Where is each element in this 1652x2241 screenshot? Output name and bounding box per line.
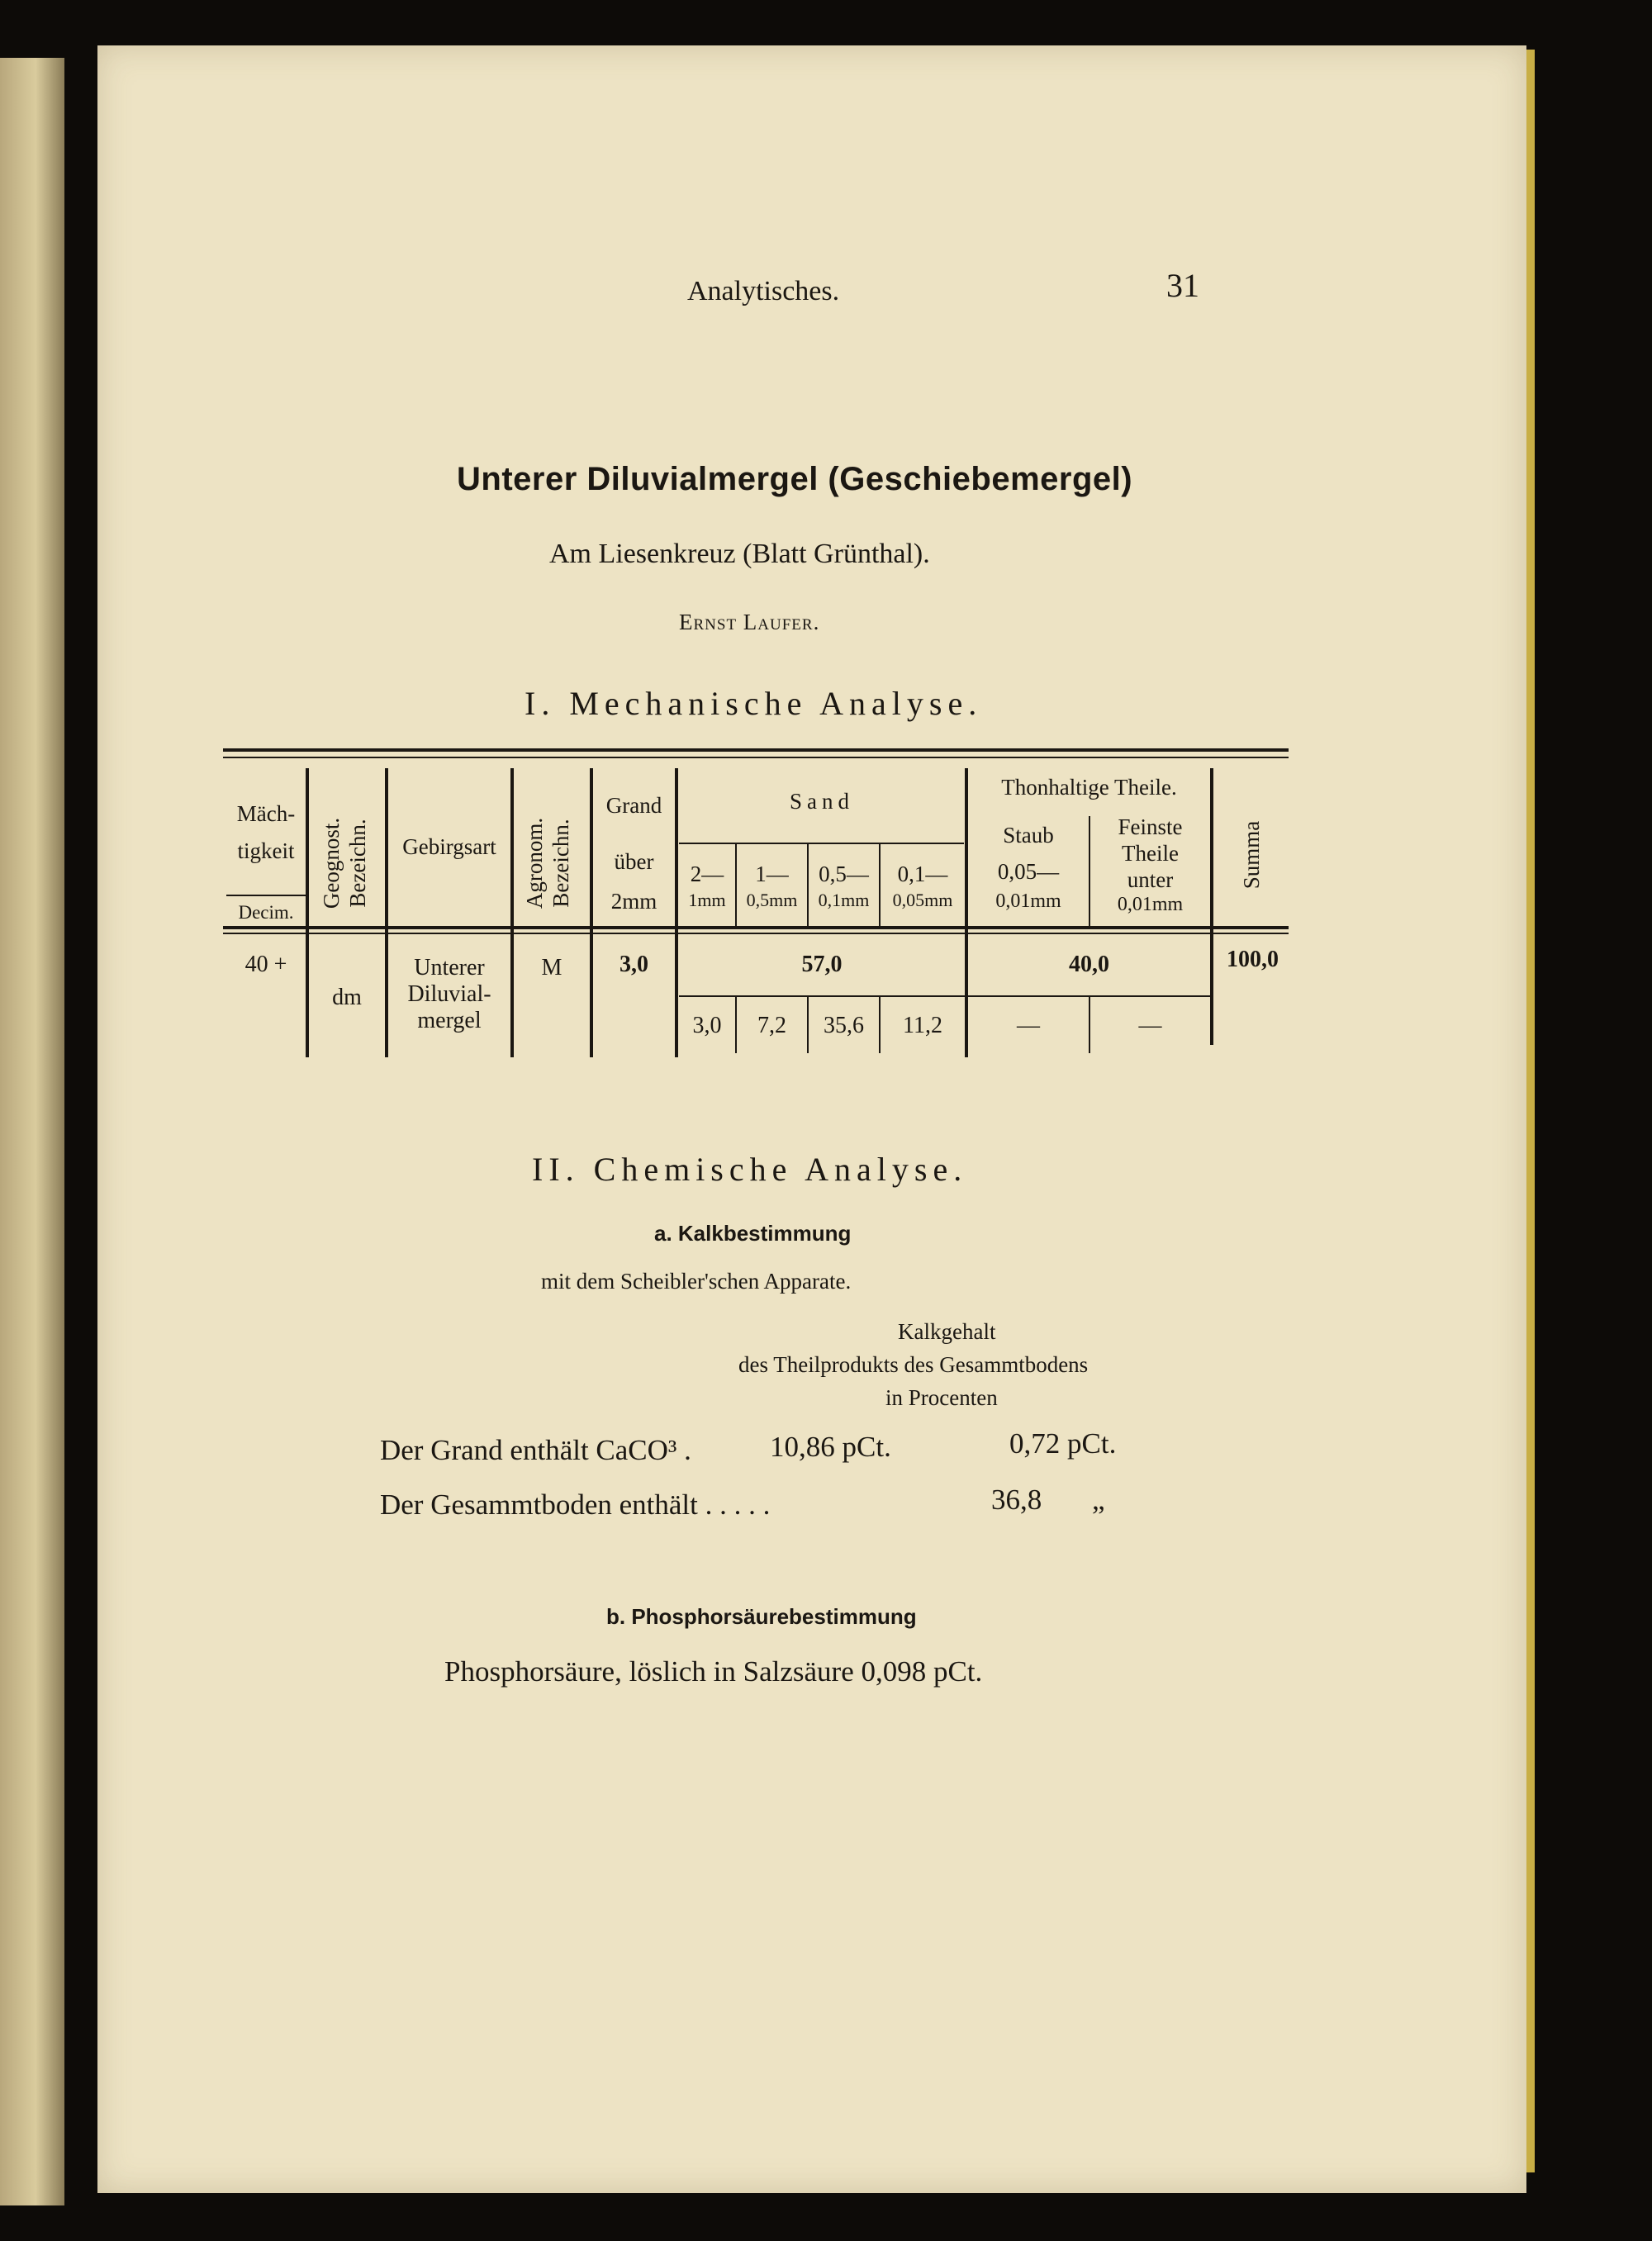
grand-line-gesammtboden: 0,72 pCt.	[1009, 1427, 1117, 1460]
header-grand-3: 2mm	[610, 889, 657, 914]
cell-gebirgsart-2: Diluvial-	[407, 981, 491, 1007]
col-divider	[510, 768, 514, 1057]
col-divider	[306, 768, 309, 1057]
header-grand-1: Grand	[605, 793, 662, 818]
mechanical-analysis-heading: I. Mechanische Analyse.	[525, 685, 983, 722]
section-location: Am Liesenkreuz (Blatt Grünthal).	[549, 539, 930, 569]
page-gilt-edge	[1526, 50, 1535, 2172]
table-header-rule-2	[223, 933, 1289, 934]
cell-maechtigkeit: 40 +	[244, 952, 287, 977]
section-author: Ernst Laufer.	[679, 610, 820, 634]
header-gebirgsart: Gebirgsart	[402, 834, 496, 859]
header-sand-3b: 0,1mm	[818, 890, 870, 910]
chemical-analysis-heading: II. Chemische Analyse.	[532, 1151, 968, 1188]
header-staub-3: 0,01mm	[995, 890, 1061, 912]
header-geognost: Geognost. Bezeichn.	[319, 817, 370, 909]
grand-line-label: Der Grand enthält CaCO³ .	[380, 1434, 691, 1466]
header-feinste-2: Theile	[1122, 841, 1179, 866]
phosphor-subheading: b. Phosphorsäurebestimmung	[606, 1604, 917, 1629]
table-top-rule	[223, 748, 1289, 752]
gesammtboden-line-label: Der Gesammtboden enthält . . . . .	[380, 1488, 771, 1521]
book-page	[97, 45, 1526, 2193]
row-sub-rule	[679, 995, 1210, 997]
header-agronom: Agronom. Bezeichn.	[522, 817, 573, 909]
cell-agronom: M	[541, 955, 563, 980]
sand-sub-rule	[679, 843, 964, 844]
header-sand: Sand	[790, 789, 854, 814]
header-staub-1: Staub	[1003, 823, 1054, 847]
kalk-column-labels: des Theilprodukts des Gesammtbodens	[738, 1352, 1089, 1377]
kalkgehalt-label: Kalkgehalt	[898, 1319, 996, 1344]
cell-sand-4: 11,2	[903, 1013, 942, 1038]
section-title: Unterer Diluvialmergel (Geschiebemergel)	[457, 461, 1133, 497]
header-sand-2b: 0,5mm	[746, 890, 798, 910]
adjacent-page-edge	[0, 58, 64, 2205]
cell-gebirgsart-1: Unterer	[414, 955, 485, 980]
cell-sand-total: 57,0	[801, 952, 843, 977]
phosphor-line: Phosphorsäure, löslich in Salzsäure 0,098 pCt.	[444, 1655, 983, 1688]
cell-thon-total: 40,0	[1069, 952, 1109, 977]
cell-sand-3: 35,6	[824, 1013, 864, 1038]
cell-sand-1: 3,0	[692, 1013, 722, 1038]
cell-grand: 3,0	[620, 952, 648, 977]
gesammtboden-line-unit: „	[1092, 1484, 1105, 1516]
cell-staub: —	[1017, 1013, 1040, 1038]
header-sand-4: 0,1—	[897, 862, 948, 886]
header-feinste-3: unter	[1127, 867, 1174, 892]
header-feinste-1: Feinste	[1118, 814, 1183, 839]
header-sand-1b: 1mm	[688, 890, 726, 910]
table-top-rule-2	[223, 757, 1289, 758]
cell-summa: 100,0	[1227, 947, 1279, 972]
header-sand-2: 1—	[755, 862, 789, 886]
cell-feinste: —	[1138, 1013, 1162, 1038]
running-header: Analytisches.	[687, 276, 840, 306]
header-summa: Summa	[1239, 820, 1264, 890]
header-sand-4b: 0,05mm	[892, 890, 953, 910]
header-thonhaltige: Thonhaltige Theile.	[1001, 775, 1177, 800]
page-number: 31	[1166, 267, 1199, 304]
header-maechtigkeit-2: tigkeit	[237, 838, 295, 863]
header-feinste-4: 0,01mm	[1117, 894, 1184, 915]
header-decim: Decim.	[238, 902, 294, 923]
grand-line-theilprodukt: 10,86 pCt.	[770, 1431, 891, 1463]
header-sand-1: 2—	[690, 862, 724, 886]
header-grand-2: über	[614, 849, 654, 874]
header-staub-2: 0,05—	[997, 859, 1060, 884]
cell-geognost: dm	[332, 985, 362, 1010]
cell-sand-2: 7,2	[757, 1013, 786, 1038]
kalk-subheading: a. Kalkbestimmung	[654, 1221, 852, 1246]
cell-gebirgsart-3: mergel	[417, 1008, 482, 1033]
col-divider	[1210, 768, 1213, 1045]
table-header-rule	[223, 926, 1289, 929]
header-sand-3: 0,5—	[819, 862, 869, 886]
in-procenten-label: in Procenten	[885, 1385, 998, 1410]
header-maechtigkeit-1: Mäch-	[236, 801, 296, 826]
gesammtboden-line-value: 36,8	[991, 1484, 1042, 1516]
col-divider	[675, 768, 678, 1057]
kalk-method: mit dem Scheibler'schen Apparate.	[541, 1269, 852, 1294]
decim-rule	[226, 895, 306, 896]
